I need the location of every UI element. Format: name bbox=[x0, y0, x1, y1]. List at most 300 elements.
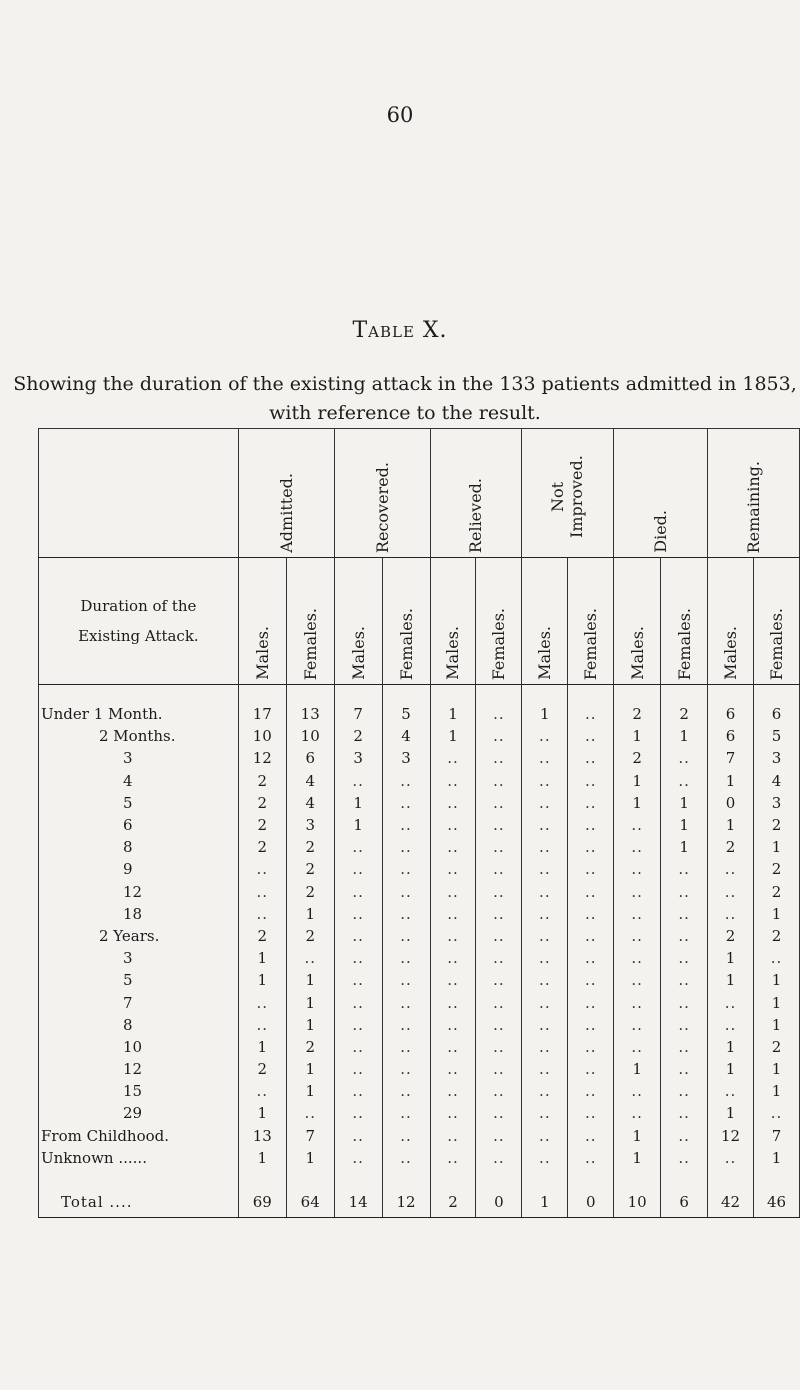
males-cell: 2 bbox=[632, 705, 642, 724]
males-cell: .. bbox=[539, 1104, 551, 1123]
table-row bbox=[39, 792, 800, 814]
males-cell: .. bbox=[539, 971, 551, 990]
sub-header-females: Females. bbox=[286, 558, 334, 685]
females-cell: .. bbox=[661, 747, 708, 769]
males-cell: 1 bbox=[725, 816, 736, 835]
row-label: 12 bbox=[39, 881, 239, 903]
males-cell: 1 bbox=[725, 949, 736, 968]
females-cell: 4 bbox=[286, 770, 334, 792]
males-cell: 1 bbox=[353, 816, 363, 835]
row-label: 3 bbox=[39, 747, 239, 769]
males-cell: .. bbox=[352, 971, 364, 990]
females-cell: 5 bbox=[753, 725, 799, 747]
males-cell: 1 bbox=[257, 949, 268, 968]
females-cell: 2 bbox=[286, 1036, 334, 1058]
males-cell: 2 bbox=[257, 816, 268, 835]
males-cell: .. bbox=[256, 1082, 269, 1101]
males-cell: .. bbox=[631, 860, 643, 879]
females-cell: 1 bbox=[661, 792, 708, 814]
males-cell: .. bbox=[447, 1082, 459, 1101]
males-cell: .. bbox=[352, 1126, 364, 1145]
males-cell: 2 bbox=[257, 838, 268, 857]
females-cell: .. bbox=[382, 881, 430, 903]
females-cell: 46 bbox=[753, 1187, 799, 1218]
males-cell: 2 bbox=[632, 749, 642, 768]
males-cell: .. bbox=[447, 1148, 459, 1167]
row-header-line-2: Existing Attack. bbox=[78, 627, 199, 645]
females-cell: .. bbox=[382, 903, 430, 925]
sub-header-females: Females. bbox=[568, 558, 614, 685]
males-cell: .. bbox=[447, 949, 459, 968]
table-row bbox=[39, 747, 800, 769]
females-cell: 13 bbox=[286, 703, 334, 725]
males-cell: .. bbox=[352, 860, 364, 879]
females-cell: .. bbox=[568, 725, 614, 747]
row-header-line-1: Duration of the bbox=[80, 597, 197, 615]
row-label: From Childhood. bbox=[39, 1125, 239, 1147]
males-cell: 2 bbox=[257, 793, 268, 812]
males-cell: 2 bbox=[725, 838, 736, 857]
males-cell: .. bbox=[539, 793, 551, 812]
females-cell: .. bbox=[661, 1058, 708, 1080]
group-header-admitted: Admitted. bbox=[238, 429, 334, 558]
females-cell: .. bbox=[476, 1080, 522, 1102]
females-cell: 2 bbox=[753, 925, 799, 947]
group-header-relieved: Relieved. bbox=[430, 429, 522, 558]
females-cell: 2 bbox=[286, 881, 334, 903]
males-cell: .. bbox=[352, 1015, 364, 1034]
males-cell: .. bbox=[447, 1015, 459, 1034]
males-cell: 2 bbox=[725, 926, 736, 945]
females-cell: .. bbox=[661, 858, 708, 880]
females-cell: 3 bbox=[753, 792, 799, 814]
males-cell: 1 bbox=[257, 1148, 268, 1167]
males-cell: .. bbox=[352, 882, 364, 901]
sub-header-males: Males. bbox=[708, 558, 754, 685]
males-cell: .. bbox=[256, 1015, 269, 1034]
table-row bbox=[39, 991, 800, 1013]
males-cell: .. bbox=[352, 1060, 364, 1079]
males-cell: .. bbox=[539, 926, 551, 945]
females-cell: 1 bbox=[286, 903, 334, 925]
females-cell: .. bbox=[568, 903, 614, 925]
table-row bbox=[39, 925, 800, 947]
males-cell: 1 bbox=[725, 1037, 736, 1056]
males-cell: .. bbox=[539, 1060, 551, 1079]
males-cell: .. bbox=[447, 771, 459, 790]
females-cell: .. bbox=[382, 1080, 430, 1102]
females-cell: 1 bbox=[753, 903, 799, 925]
males-cell: .. bbox=[539, 993, 551, 1012]
females-cell: .. bbox=[568, 836, 614, 858]
males-cell: 10 bbox=[614, 1187, 661, 1218]
row-label: 8 bbox=[39, 1014, 239, 1036]
table-row bbox=[39, 1125, 800, 1147]
females-cell: .. bbox=[476, 703, 522, 725]
males-cell: .. bbox=[352, 1148, 364, 1167]
females-cell: 2 bbox=[286, 858, 334, 880]
females-cell: 2 bbox=[753, 881, 799, 903]
table-row bbox=[39, 858, 800, 880]
females-cell: .. bbox=[382, 969, 430, 991]
males-cell: .. bbox=[631, 816, 643, 835]
males-cell: .. bbox=[539, 1082, 551, 1101]
males-cell: .. bbox=[631, 971, 643, 990]
males-cell: .. bbox=[539, 749, 551, 768]
females-cell: 6 bbox=[661, 1187, 708, 1218]
group-header-not-improved: Not Improved. bbox=[522, 429, 614, 558]
males-cell: .. bbox=[631, 993, 643, 1012]
females-cell: 3 bbox=[753, 747, 799, 769]
males-cell: 0 bbox=[725, 793, 736, 812]
table-row bbox=[39, 969, 800, 991]
females-cell: 2 bbox=[753, 814, 799, 836]
females-cell: .. bbox=[661, 925, 708, 947]
females-cell: 0 bbox=[568, 1187, 614, 1218]
females-cell: 2 bbox=[753, 858, 799, 880]
group-header-recovered: Recovered. bbox=[334, 429, 430, 558]
row-label: 7 bbox=[39, 991, 239, 1013]
females-cell: .. bbox=[568, 1080, 614, 1102]
males-cell: .. bbox=[352, 1082, 364, 1101]
females-cell: .. bbox=[661, 903, 708, 925]
sub-header-females: Females. bbox=[476, 558, 522, 685]
row-label: 2 Years. bbox=[39, 925, 239, 947]
females-cell: .. bbox=[476, 1125, 522, 1147]
table-row bbox=[39, 1014, 800, 1036]
males-cell: .. bbox=[539, 1126, 551, 1145]
row-label: Under 1 Month. bbox=[39, 703, 239, 725]
females-cell: .. bbox=[568, 792, 614, 814]
males-cell: .. bbox=[447, 971, 459, 990]
females-cell: 7 bbox=[753, 1125, 799, 1147]
males-cell: .. bbox=[256, 904, 269, 923]
males-cell: 1 bbox=[632, 1126, 642, 1145]
females-cell: 2 bbox=[286, 836, 334, 858]
females-cell: .. bbox=[476, 947, 522, 969]
males-cell: 1 bbox=[632, 793, 642, 812]
males-cell: 1 bbox=[725, 1060, 736, 1079]
females-cell: .. bbox=[568, 747, 614, 769]
sub-header-males: Males. bbox=[334, 558, 382, 685]
males-cell: .. bbox=[631, 838, 643, 857]
females-cell: 4 bbox=[286, 792, 334, 814]
males-cell: 7 bbox=[725, 749, 736, 768]
females-cell: .. bbox=[476, 881, 522, 903]
males-cell: .. bbox=[631, 926, 643, 945]
males-cell: .. bbox=[631, 1104, 643, 1123]
row-label: 12 bbox=[39, 1058, 239, 1080]
females-cell: .. bbox=[476, 1102, 522, 1124]
females-cell: .. bbox=[476, 1058, 522, 1080]
row-label: 15 bbox=[39, 1080, 239, 1102]
males-cell: .. bbox=[539, 727, 551, 746]
females-cell: 1 bbox=[753, 991, 799, 1013]
row-header bbox=[39, 558, 239, 685]
blank-header-cell bbox=[39, 429, 239, 558]
sub-header-males: Males. bbox=[614, 558, 661, 685]
females-cell: 1 bbox=[753, 1080, 799, 1102]
males-cell: 42 bbox=[708, 1187, 754, 1218]
females-cell: .. bbox=[661, 1147, 708, 1169]
females-cell: .. bbox=[382, 947, 430, 969]
table-row bbox=[39, 814, 800, 836]
females-cell: .. bbox=[568, 1036, 614, 1058]
row-label: 9 bbox=[39, 858, 239, 880]
males-cell: .. bbox=[631, 904, 643, 923]
females-cell: .. bbox=[476, 1014, 522, 1036]
sub-header-males: Males. bbox=[238, 558, 286, 685]
row-label: 3 bbox=[39, 947, 239, 969]
females-cell: 6 bbox=[286, 747, 334, 769]
males-cell: .. bbox=[447, 838, 459, 857]
males-cell: 3 bbox=[353, 749, 363, 768]
males-cell: 10 bbox=[252, 727, 272, 746]
females-cell: .. bbox=[286, 947, 334, 969]
females-cell: .. bbox=[382, 991, 430, 1013]
males-cell: .. bbox=[352, 904, 364, 923]
females-cell: .. bbox=[661, 881, 708, 903]
females-cell: 2 bbox=[661, 703, 708, 725]
females-cell: 7 bbox=[286, 1125, 334, 1147]
females-cell: 6 bbox=[753, 703, 799, 725]
females-cell: .. bbox=[568, 1102, 614, 1124]
sub-header-males: Males. bbox=[522, 558, 568, 685]
females-cell: .. bbox=[568, 703, 614, 725]
row-label: 29 bbox=[39, 1102, 239, 1124]
males-cell: 6 bbox=[725, 727, 736, 746]
males-cell: .. bbox=[447, 904, 459, 923]
females-cell: .. bbox=[382, 925, 430, 947]
females-cell: 1 bbox=[286, 1058, 334, 1080]
table-row bbox=[39, 903, 800, 925]
row-label: 10 bbox=[39, 1036, 239, 1058]
sub-header-females: Females. bbox=[382, 558, 430, 685]
females-cell: .. bbox=[661, 770, 708, 792]
females-cell: 4 bbox=[753, 770, 799, 792]
males-cell: .. bbox=[352, 1104, 364, 1123]
males-cell: .. bbox=[256, 993, 269, 1012]
females-cell: .. bbox=[476, 747, 522, 769]
results-table bbox=[38, 428, 800, 1218]
males-cell: .. bbox=[447, 993, 459, 1012]
females-cell: .. bbox=[382, 1058, 430, 1080]
males-cell: .. bbox=[447, 860, 459, 879]
males-cell: .. bbox=[631, 882, 643, 901]
males-cell: .. bbox=[631, 1037, 643, 1056]
page-number: 60 bbox=[386, 103, 414, 127]
table-row bbox=[39, 836, 800, 858]
males-cell: 1 bbox=[632, 1060, 642, 1079]
females-cell: .. bbox=[568, 1058, 614, 1080]
females-cell: .. bbox=[476, 792, 522, 814]
females-cell: .. bbox=[568, 925, 614, 947]
males-cell: 12 bbox=[720, 1126, 741, 1145]
females-cell: .. bbox=[476, 836, 522, 858]
females-cell: .. bbox=[476, 991, 522, 1013]
males-cell: .. bbox=[447, 1037, 459, 1056]
females-cell: .. bbox=[476, 1036, 522, 1058]
males-cell: .. bbox=[631, 1015, 643, 1034]
group-header-died: Died. bbox=[614, 429, 708, 558]
males-cell: 1 bbox=[725, 971, 736, 990]
females-cell: 1 bbox=[661, 725, 708, 747]
males-cell: .. bbox=[724, 882, 737, 901]
row-label: 6 bbox=[39, 814, 239, 836]
row-label: Unknown ...... bbox=[39, 1147, 239, 1169]
females-cell: .. bbox=[476, 969, 522, 991]
males-cell: 2 bbox=[430, 1187, 476, 1218]
females-cell: 2 bbox=[286, 925, 334, 947]
males-cell: .. bbox=[724, 904, 737, 923]
males-cell: .. bbox=[631, 1082, 643, 1101]
females-cell: 5 bbox=[382, 703, 430, 725]
males-cell: 1 bbox=[257, 1037, 268, 1056]
males-cell: .. bbox=[447, 749, 459, 768]
males-cell: .. bbox=[352, 771, 364, 790]
females-cell: .. bbox=[476, 725, 522, 747]
males-cell: 2 bbox=[257, 1060, 268, 1079]
row-label: 18 bbox=[39, 903, 239, 925]
males-cell: 1 bbox=[632, 727, 642, 746]
females-cell: .. bbox=[568, 770, 614, 792]
females-cell: .. bbox=[568, 1125, 614, 1147]
females-cell: .. bbox=[568, 969, 614, 991]
row-label: 2 Months. bbox=[39, 725, 239, 747]
males-cell: .. bbox=[256, 860, 269, 879]
spacer-row bbox=[39, 1169, 800, 1187]
females-cell: .. bbox=[382, 1102, 430, 1124]
females-cell: 4 bbox=[382, 725, 430, 747]
females-cell: 1 bbox=[661, 814, 708, 836]
females-cell: 1 bbox=[286, 1147, 334, 1169]
table-row bbox=[39, 1147, 800, 1169]
females-cell: 12 bbox=[382, 1187, 430, 1218]
females-cell: 3 bbox=[382, 747, 430, 769]
males-cell: .. bbox=[539, 949, 551, 968]
males-cell: .. bbox=[447, 1104, 459, 1123]
males-cell: 1 bbox=[522, 1187, 568, 1218]
males-cell: .. bbox=[447, 793, 459, 812]
females-cell: 0 bbox=[476, 1187, 522, 1218]
females-cell: .. bbox=[476, 903, 522, 925]
males-cell: .. bbox=[539, 904, 551, 923]
males-cell: 1 bbox=[540, 705, 550, 724]
table-row bbox=[39, 947, 800, 969]
females-cell: .. bbox=[382, 792, 430, 814]
males-cell: 1 bbox=[257, 971, 268, 990]
females-cell: .. bbox=[661, 1080, 708, 1102]
females-cell: 1 bbox=[753, 1058, 799, 1080]
males-cell: .. bbox=[539, 860, 551, 879]
males-cell: .. bbox=[447, 1060, 459, 1079]
males-cell: .. bbox=[256, 882, 269, 901]
males-cell: 1 bbox=[448, 705, 458, 724]
table-body bbox=[39, 685, 800, 1218]
males-cell: 1 bbox=[632, 771, 642, 790]
females-cell: 1 bbox=[753, 969, 799, 991]
table-row bbox=[39, 1080, 800, 1102]
females-cell: .. bbox=[568, 814, 614, 836]
females-cell: .. bbox=[661, 947, 708, 969]
males-cell: .. bbox=[539, 816, 551, 835]
sub-header-females: Females. bbox=[753, 558, 799, 685]
row-label: Total .... bbox=[39, 1187, 239, 1218]
total-row bbox=[39, 1187, 800, 1218]
males-cell: 1 bbox=[257, 1104, 268, 1123]
females-cell: 2 bbox=[753, 1036, 799, 1058]
females-cell: 1 bbox=[286, 1080, 334, 1102]
females-cell: .. bbox=[476, 1147, 522, 1169]
females-cell: 3 bbox=[286, 814, 334, 836]
males-cell: 13 bbox=[252, 1126, 272, 1145]
males-cell: 1 bbox=[448, 727, 458, 746]
females-cell: .. bbox=[476, 770, 522, 792]
table-subtitle: Showing the duration of the existing attack in the 133 patients admitted in 1853, with reference to the result. bbox=[13, 373, 797, 424]
males-cell: .. bbox=[539, 882, 551, 901]
males-cell: .. bbox=[631, 949, 643, 968]
females-cell: 1 bbox=[286, 1014, 334, 1036]
males-cell: 2 bbox=[257, 771, 268, 790]
females-cell: .. bbox=[568, 947, 614, 969]
females-cell: .. bbox=[476, 858, 522, 880]
females-cell: .. bbox=[753, 1102, 799, 1124]
females-cell: .. bbox=[661, 1125, 708, 1147]
row-label: 4 bbox=[39, 770, 239, 792]
females-cell: 1 bbox=[286, 969, 334, 991]
males-cell: .. bbox=[724, 860, 737, 879]
females-cell: .. bbox=[382, 1125, 430, 1147]
males-cell: 69 bbox=[238, 1187, 286, 1218]
row-label: 8 bbox=[39, 836, 239, 858]
females-cell: .. bbox=[476, 814, 522, 836]
males-cell: 1 bbox=[725, 1104, 736, 1123]
males-cell: .. bbox=[447, 816, 459, 835]
females-cell: .. bbox=[382, 858, 430, 880]
females-cell: 10 bbox=[286, 725, 334, 747]
males-cell: 2 bbox=[257, 926, 268, 945]
females-cell: .. bbox=[382, 836, 430, 858]
table-row bbox=[39, 770, 800, 792]
females-cell: .. bbox=[382, 770, 430, 792]
row-label: 5 bbox=[39, 792, 239, 814]
males-cell: .. bbox=[539, 1015, 551, 1034]
sub-header-males: Males. bbox=[430, 558, 476, 685]
males-cell: .. bbox=[724, 1015, 737, 1034]
males-cell: .. bbox=[539, 838, 551, 857]
females-cell: .. bbox=[568, 991, 614, 1013]
males-cell: .. bbox=[352, 838, 364, 857]
males-cell: .. bbox=[539, 771, 551, 790]
females-cell: .. bbox=[661, 969, 708, 991]
females-cell: .. bbox=[568, 881, 614, 903]
table-row bbox=[39, 1036, 800, 1058]
males-cell: .. bbox=[724, 1148, 737, 1167]
males-cell: .. bbox=[724, 1082, 737, 1101]
females-cell: .. bbox=[568, 1147, 614, 1169]
males-cell: .. bbox=[352, 949, 364, 968]
females-cell: 1 bbox=[661, 836, 708, 858]
females-cell: .. bbox=[661, 1102, 708, 1124]
females-cell: 1 bbox=[286, 991, 334, 1013]
group-header-remaining: Remaining. bbox=[708, 429, 800, 558]
table-row bbox=[39, 1102, 800, 1124]
males-cell: .. bbox=[352, 1037, 364, 1056]
table-row bbox=[39, 1058, 800, 1080]
females-cell: .. bbox=[286, 1102, 334, 1124]
males-cell: 17 bbox=[252, 705, 272, 724]
males-cell: 12 bbox=[252, 749, 272, 768]
